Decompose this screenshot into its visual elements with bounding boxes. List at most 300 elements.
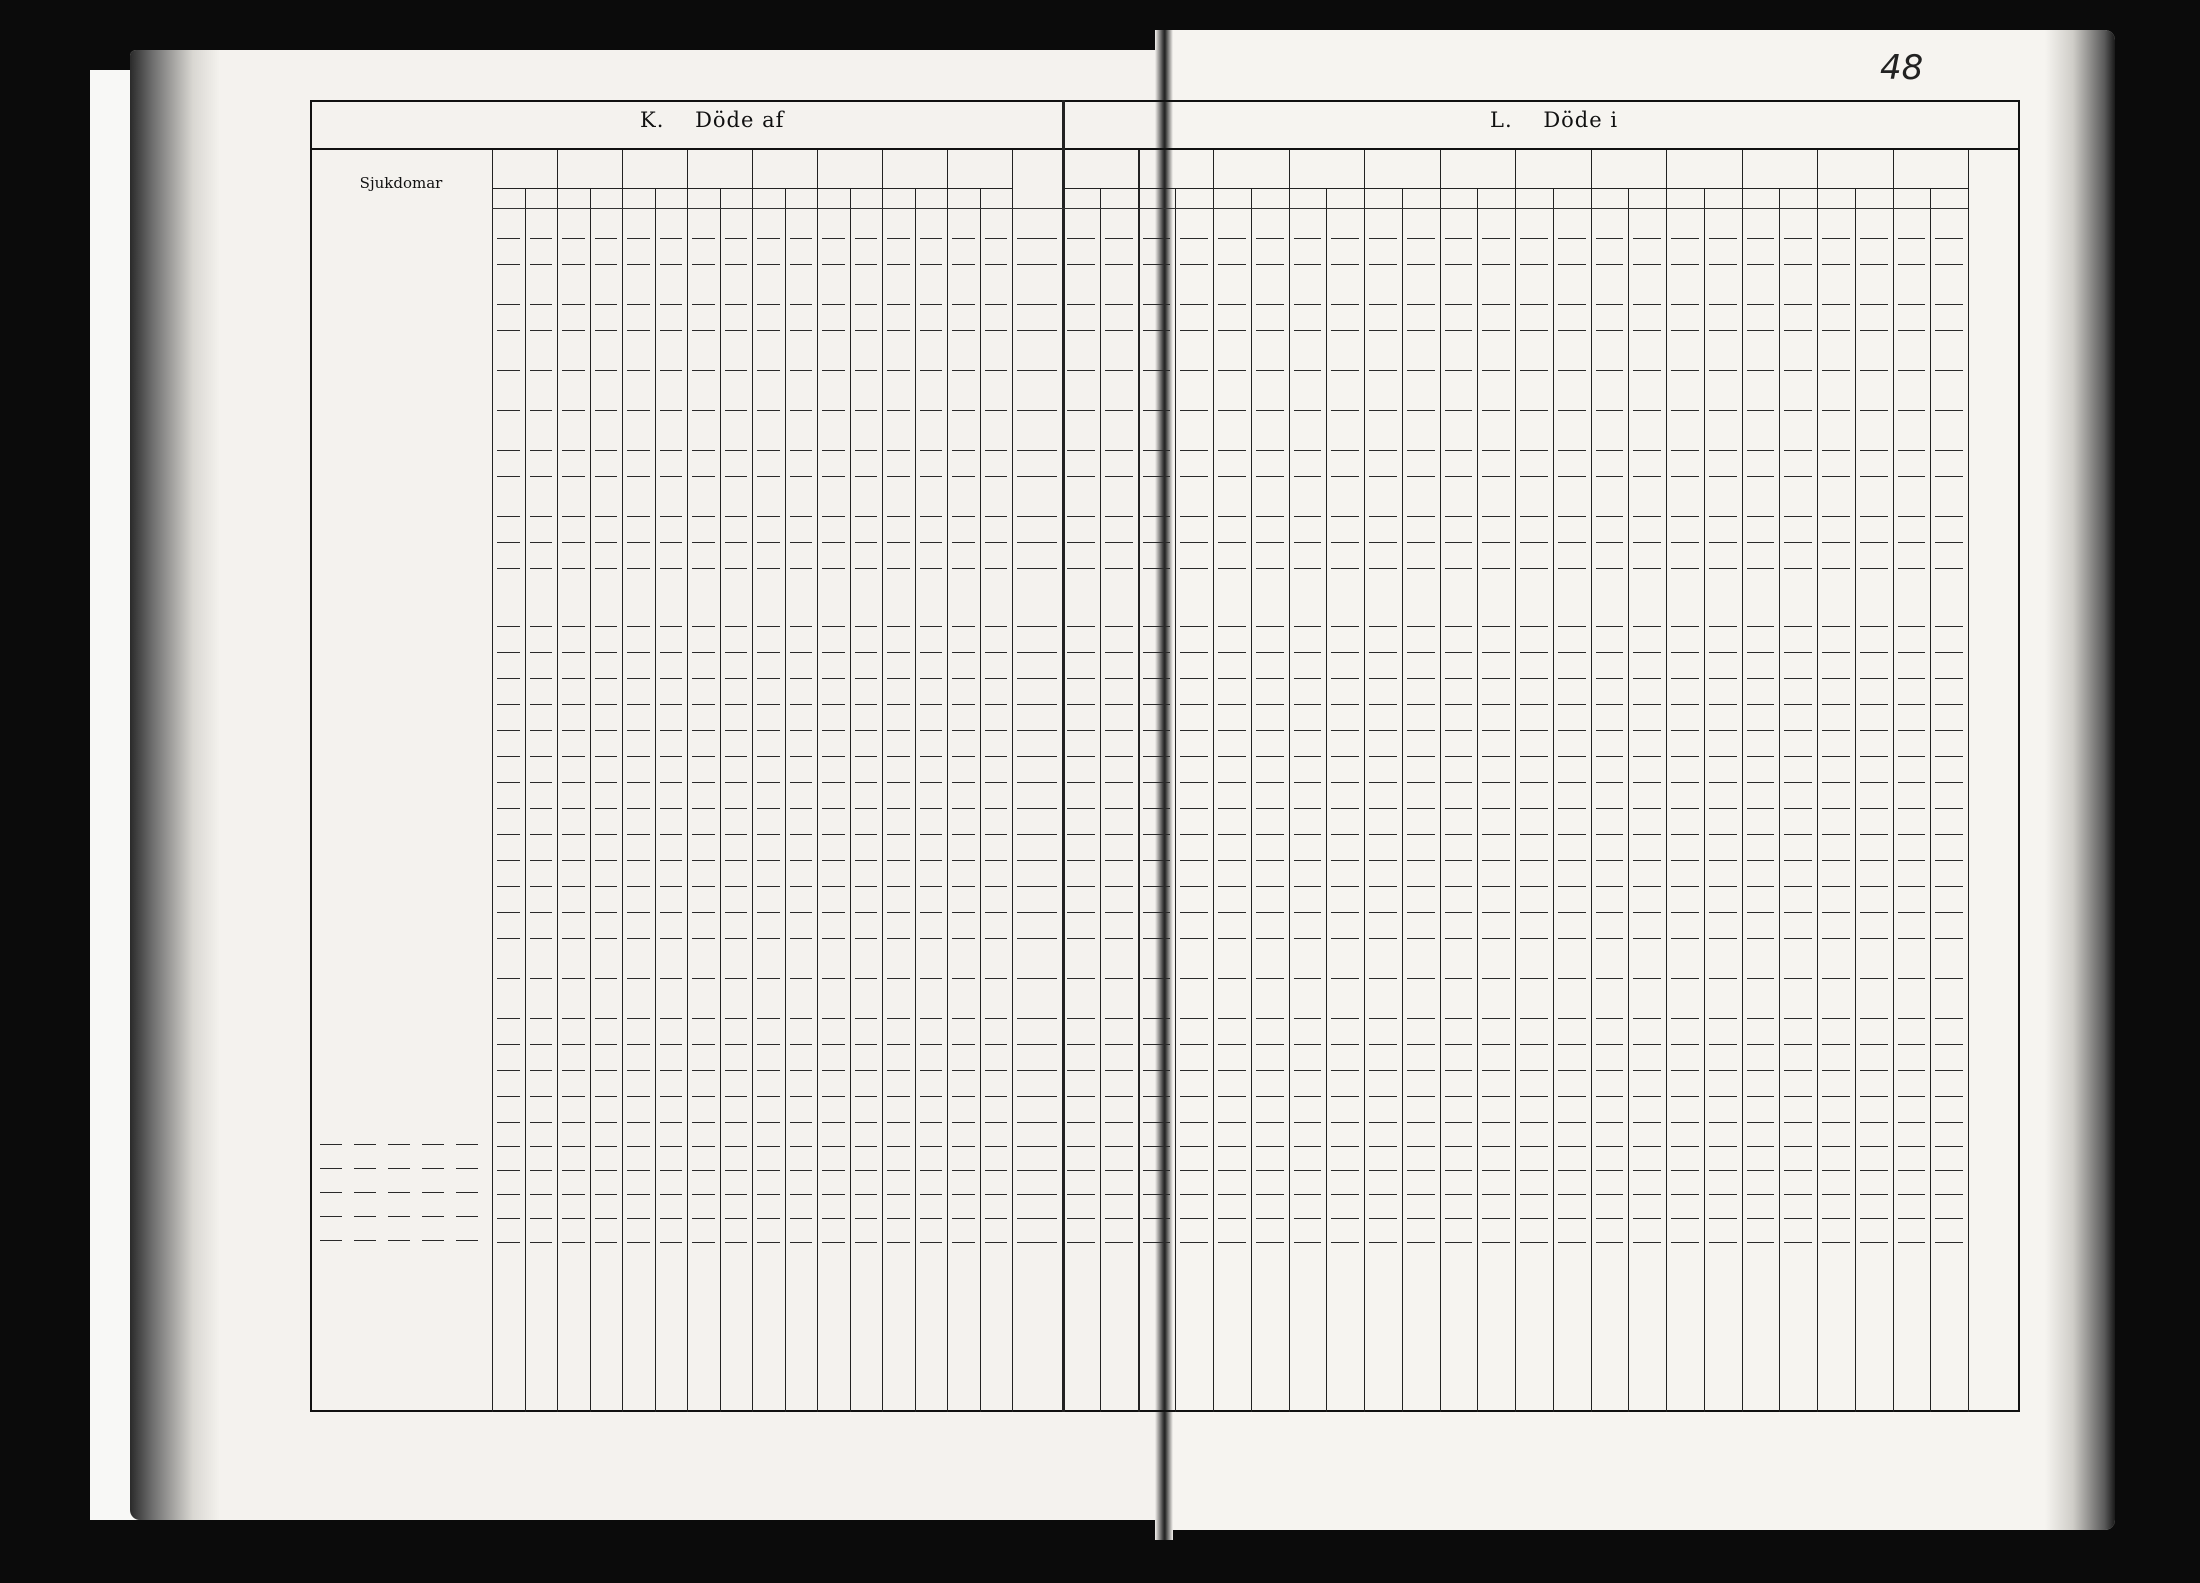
entry-line xyxy=(920,1044,943,1045)
entry-line xyxy=(725,1170,748,1171)
entry-line xyxy=(1105,1070,1133,1071)
entry-line xyxy=(497,1194,520,1195)
entry-line xyxy=(1898,1146,1926,1147)
entry-line xyxy=(1822,1170,1850,1171)
entry-line xyxy=(1218,1122,1246,1123)
entry-line xyxy=(1822,782,1850,783)
entry-line xyxy=(1709,1218,1737,1219)
entry-line xyxy=(1671,1194,1699,1195)
entry-line xyxy=(1067,1170,1095,1171)
entry-line xyxy=(595,938,618,939)
entry-line xyxy=(1898,1242,1926,1243)
entry-line xyxy=(1482,304,1510,305)
entry-line xyxy=(497,652,520,653)
entry-line xyxy=(1784,1194,1812,1195)
entry-line xyxy=(1067,730,1095,731)
entry-line xyxy=(1671,834,1699,835)
entry-line xyxy=(985,1242,1008,1243)
entry-line xyxy=(1898,304,1926,305)
blank-row-dash xyxy=(422,1144,444,1145)
entry-line xyxy=(1180,912,1208,913)
entry-line xyxy=(1218,568,1246,569)
entry-line xyxy=(1482,912,1510,913)
entry-line xyxy=(1633,1044,1661,1045)
section-l-heading: Döde i xyxy=(1543,108,1619,132)
entry-line xyxy=(595,756,618,757)
entry-line xyxy=(497,1122,520,1123)
entry-line xyxy=(1520,1242,1548,1243)
entry-line xyxy=(1256,1146,1284,1147)
entry-line xyxy=(1747,238,1775,239)
entry-line xyxy=(660,370,683,371)
entry-line xyxy=(1067,808,1095,809)
entry-line xyxy=(1017,238,1057,239)
blank-row-dash xyxy=(320,1240,342,1241)
entry-line xyxy=(1935,834,1963,835)
entry-line xyxy=(627,330,650,331)
entry-line xyxy=(1671,626,1699,627)
entry-line xyxy=(1218,678,1246,679)
entry-line xyxy=(1784,1146,1812,1147)
entry-line xyxy=(1407,476,1435,477)
blank-row-dash xyxy=(354,1144,376,1145)
entry-line xyxy=(1482,808,1510,809)
entry-line xyxy=(952,1194,975,1195)
entry-line xyxy=(952,652,975,653)
entry-line xyxy=(725,912,748,913)
entry-line xyxy=(1407,264,1435,265)
entry-line xyxy=(1558,860,1586,861)
entry-line xyxy=(1482,782,1510,783)
entry-line xyxy=(1180,808,1208,809)
entry-line xyxy=(1935,1044,1963,1045)
entry-line xyxy=(497,978,520,979)
subcol-divider xyxy=(915,188,916,1412)
entry-line xyxy=(1369,1096,1397,1097)
entry-line xyxy=(1294,626,1322,627)
entry-line xyxy=(1143,756,1171,757)
entry-line xyxy=(627,542,650,543)
entry-line xyxy=(692,1122,715,1123)
entry-line xyxy=(725,1018,748,1019)
subcol-divider xyxy=(1704,188,1705,1412)
entry-line xyxy=(1143,1218,1171,1219)
entry-line xyxy=(1558,808,1586,809)
entry-line xyxy=(1369,652,1397,653)
entry-line xyxy=(1369,1242,1397,1243)
entry-line xyxy=(1860,542,1888,543)
entry-line xyxy=(1407,626,1435,627)
entry-line xyxy=(855,1070,878,1071)
entry-line xyxy=(920,450,943,451)
entry-line xyxy=(1633,238,1661,239)
entry-line xyxy=(1520,704,1548,705)
entry-line xyxy=(1482,626,1510,627)
entry-line xyxy=(1369,834,1397,835)
entry-line xyxy=(562,1194,585,1195)
entry-line xyxy=(757,860,780,861)
entry-line xyxy=(1407,978,1435,979)
entry-line xyxy=(1596,1070,1624,1071)
entry-line xyxy=(1860,860,1888,861)
entry-line xyxy=(822,1070,845,1071)
entry-line xyxy=(757,678,780,679)
entry-line xyxy=(725,808,748,809)
entry-line xyxy=(1294,516,1322,517)
entry-line xyxy=(1331,238,1359,239)
male-subheader xyxy=(1817,188,1855,207)
entry-line xyxy=(757,938,780,939)
entry-line xyxy=(1822,238,1850,239)
entry-line xyxy=(887,808,910,809)
entry-line xyxy=(1784,652,1812,653)
entry-line xyxy=(1180,730,1208,731)
entry-line xyxy=(1520,516,1548,517)
blank-row-dash xyxy=(456,1144,478,1145)
entry-line xyxy=(1747,516,1775,517)
entry-line xyxy=(1520,410,1548,411)
entry-line xyxy=(1256,1170,1284,1171)
entry-line xyxy=(1822,542,1850,543)
blank-row-dash xyxy=(320,1192,342,1193)
entry-line xyxy=(627,1194,650,1195)
entry-line xyxy=(1256,652,1284,653)
entry-line xyxy=(1671,450,1699,451)
entry-line xyxy=(562,782,585,783)
subcol-divider xyxy=(1326,188,1327,1412)
entry-line xyxy=(985,834,1008,835)
entry-line xyxy=(660,938,683,939)
entry-line xyxy=(1331,1018,1359,1019)
entry-line xyxy=(1407,938,1435,939)
entry-line xyxy=(1520,626,1548,627)
female-subheader xyxy=(1628,188,1666,207)
entry-line xyxy=(497,756,520,757)
entry-line xyxy=(822,730,845,731)
age-column-header xyxy=(817,152,882,188)
entry-line xyxy=(1784,238,1812,239)
entry-line xyxy=(985,938,1008,939)
entry-line xyxy=(790,1170,813,1171)
entry-line xyxy=(1822,912,1850,913)
entry-line xyxy=(1105,1242,1133,1243)
entry-line xyxy=(530,978,553,979)
entry-line xyxy=(1784,1218,1812,1219)
entry-line xyxy=(1445,704,1473,705)
entry-line xyxy=(692,1044,715,1045)
entry-line xyxy=(1784,1096,1812,1097)
entry-line xyxy=(790,834,813,835)
entry-line xyxy=(920,782,943,783)
entry-line xyxy=(1218,1146,1246,1147)
entry-line xyxy=(692,626,715,627)
entry-line xyxy=(1558,652,1586,653)
entry-line xyxy=(1709,678,1737,679)
entry-line xyxy=(1822,304,1850,305)
entry-line xyxy=(1784,330,1812,331)
male-subheader xyxy=(1666,188,1704,207)
entry-line xyxy=(822,1194,845,1195)
entry-line xyxy=(1445,238,1473,239)
female-subheader xyxy=(1779,188,1817,207)
entry-line xyxy=(660,264,683,265)
entry-line xyxy=(660,304,683,305)
entry-line xyxy=(1369,542,1397,543)
entry-line xyxy=(530,860,553,861)
entry-line xyxy=(692,860,715,861)
entry-line xyxy=(1633,1170,1661,1171)
entry-line xyxy=(887,1096,910,1097)
entry-line xyxy=(1017,1096,1057,1097)
col-divider xyxy=(687,150,688,1412)
entry-line xyxy=(692,886,715,887)
entry-line xyxy=(1822,860,1850,861)
entry-line xyxy=(1445,886,1473,887)
entry-line xyxy=(757,1070,780,1071)
entry-line xyxy=(1017,1242,1057,1243)
entry-line xyxy=(1747,978,1775,979)
entry-line xyxy=(822,1096,845,1097)
entry-line xyxy=(1180,756,1208,757)
entry-line xyxy=(920,264,943,265)
entry-line xyxy=(1256,1218,1284,1219)
entry-line xyxy=(1331,886,1359,887)
entry-line xyxy=(822,938,845,939)
entry-line xyxy=(1482,330,1510,331)
entry-line xyxy=(1709,626,1737,627)
entry-line xyxy=(562,568,585,569)
entry-line xyxy=(822,450,845,451)
male-subheader xyxy=(622,188,655,207)
entry-line xyxy=(1218,542,1246,543)
entry-line xyxy=(1105,1146,1133,1147)
entry-line xyxy=(1482,756,1510,757)
subcol-divider xyxy=(1855,188,1856,1412)
entry-line xyxy=(1294,678,1322,679)
entry-line xyxy=(1218,1070,1246,1071)
entry-line xyxy=(1482,1122,1510,1123)
entry-line xyxy=(952,568,975,569)
entry-line xyxy=(1331,834,1359,835)
entry-line xyxy=(1180,1122,1208,1123)
age-column-header xyxy=(492,152,557,188)
entry-line xyxy=(887,912,910,913)
entry-line xyxy=(1369,1170,1397,1171)
header-rule xyxy=(492,208,1968,209)
entry-line xyxy=(790,808,813,809)
entry-line xyxy=(1369,704,1397,705)
entry-line xyxy=(1294,1018,1322,1019)
entry-line xyxy=(1407,834,1435,835)
entry-line xyxy=(530,782,553,783)
entry-line xyxy=(1180,704,1208,705)
entry-line xyxy=(562,1122,585,1123)
entry-line xyxy=(1596,1242,1624,1243)
entry-line xyxy=(1294,730,1322,731)
entry-line xyxy=(822,542,845,543)
entry-line xyxy=(1558,1194,1586,1195)
entry-line xyxy=(1671,782,1699,783)
entry-line xyxy=(757,304,780,305)
entry-line xyxy=(660,730,683,731)
entry-line xyxy=(1369,912,1397,913)
entry-line xyxy=(1671,1170,1699,1171)
entry-line xyxy=(1633,516,1661,517)
blank-row-dash xyxy=(388,1144,410,1145)
entry-line xyxy=(1709,568,1737,569)
entry-line xyxy=(985,652,1008,653)
entry-line xyxy=(1935,1122,1963,1123)
entry-line xyxy=(1784,1170,1812,1171)
entry-line xyxy=(822,756,845,757)
entry-line xyxy=(1256,730,1284,731)
entry-line xyxy=(530,1044,553,1045)
entry-line xyxy=(1558,1218,1586,1219)
entry-line xyxy=(887,1170,910,1171)
entry-line xyxy=(855,912,878,913)
entry-line xyxy=(1898,978,1926,979)
entry-line xyxy=(1445,1096,1473,1097)
entry-line xyxy=(562,1146,585,1147)
female-subheader xyxy=(525,188,558,207)
entry-line xyxy=(1294,860,1322,861)
entry-line xyxy=(595,652,618,653)
entry-line xyxy=(1633,730,1661,731)
entry-line xyxy=(1445,1122,1473,1123)
entry-line xyxy=(660,1070,683,1071)
entry-line xyxy=(1709,938,1737,939)
entry-line xyxy=(822,782,845,783)
entry-line xyxy=(1520,238,1548,239)
entry-line xyxy=(595,1146,618,1147)
entry-line xyxy=(692,730,715,731)
entry-line xyxy=(1445,1170,1473,1171)
entry-line xyxy=(1143,912,1171,913)
entry-line xyxy=(952,834,975,835)
col-divider xyxy=(622,150,623,1412)
entry-line xyxy=(1671,1044,1699,1045)
entry-line xyxy=(1671,410,1699,411)
entry-line xyxy=(1218,938,1246,939)
entry-line xyxy=(1709,808,1737,809)
entry-line xyxy=(530,410,553,411)
entry-line xyxy=(1017,1044,1057,1045)
entry-line xyxy=(595,1070,618,1071)
entry-line xyxy=(692,1146,715,1147)
entry-line xyxy=(1822,730,1850,731)
entry-line xyxy=(1256,704,1284,705)
entry-line xyxy=(692,938,715,939)
entry-line xyxy=(1067,410,1095,411)
entry-line xyxy=(1445,1242,1473,1243)
entry-line xyxy=(1633,1018,1661,1019)
entry-line xyxy=(627,886,650,887)
entry-line xyxy=(822,860,845,861)
entry-line xyxy=(790,886,813,887)
entry-line xyxy=(920,1194,943,1195)
entry-line xyxy=(1445,410,1473,411)
entry-line xyxy=(1898,938,1926,939)
entry-line xyxy=(1017,912,1057,913)
entry-line xyxy=(1256,626,1284,627)
entry-line xyxy=(562,1070,585,1071)
entry-line xyxy=(1017,264,1057,265)
entry-line xyxy=(1067,678,1095,679)
entry-line xyxy=(920,756,943,757)
entry-line xyxy=(985,678,1008,679)
entry-line xyxy=(1596,1044,1624,1045)
entry-line xyxy=(855,1242,878,1243)
col-divider xyxy=(557,150,558,1412)
entry-line xyxy=(952,678,975,679)
entry-line xyxy=(1180,1044,1208,1045)
entry-line xyxy=(497,542,520,543)
entry-line xyxy=(1633,912,1661,913)
blank-row-dash xyxy=(422,1168,444,1169)
entry-line xyxy=(1935,330,1963,331)
entry-line xyxy=(1105,808,1133,809)
entry-line xyxy=(1860,238,1888,239)
entry-line xyxy=(1369,516,1397,517)
entry-line xyxy=(497,678,520,679)
entry-line xyxy=(1520,652,1548,653)
entry-line xyxy=(1369,886,1397,887)
entry-line xyxy=(1784,860,1812,861)
entry-line xyxy=(1017,886,1057,887)
entry-line xyxy=(920,886,943,887)
entry-line xyxy=(790,938,813,939)
entry-line xyxy=(1369,410,1397,411)
entry-line xyxy=(1407,1070,1435,1071)
entry-line xyxy=(595,1122,618,1123)
entry-line xyxy=(1747,1242,1775,1243)
entry-line xyxy=(1105,704,1133,705)
entry-line xyxy=(1520,808,1548,809)
entry-line xyxy=(920,626,943,627)
entry-line xyxy=(887,1044,910,1045)
entry-line xyxy=(855,238,878,239)
entry-line xyxy=(1017,860,1057,861)
col-divider xyxy=(1515,150,1516,1412)
entry-line xyxy=(497,834,520,835)
entry-line xyxy=(627,1242,650,1243)
entry-line xyxy=(595,516,618,517)
entry-line xyxy=(790,912,813,913)
subcol-divider xyxy=(1402,188,1403,1412)
entry-line xyxy=(1331,410,1359,411)
entry-line xyxy=(985,410,1008,411)
entry-line xyxy=(1784,782,1812,783)
entry-line xyxy=(1143,1194,1171,1195)
entry-line xyxy=(692,516,715,517)
entry-line xyxy=(1407,730,1435,731)
entry-line xyxy=(952,1146,975,1147)
entry-line xyxy=(1747,1218,1775,1219)
entry-line xyxy=(660,1170,683,1171)
entry-line xyxy=(1671,730,1699,731)
entry-line xyxy=(595,978,618,979)
entry-line xyxy=(595,626,618,627)
entry-line xyxy=(530,568,553,569)
entry-line xyxy=(497,1170,520,1171)
entry-line xyxy=(627,756,650,757)
entry-line xyxy=(1105,450,1133,451)
entry-line xyxy=(1520,1018,1548,1019)
entry-line xyxy=(1558,410,1586,411)
entry-line xyxy=(920,542,943,543)
entry-line xyxy=(497,1018,520,1019)
entry-line xyxy=(790,568,813,569)
